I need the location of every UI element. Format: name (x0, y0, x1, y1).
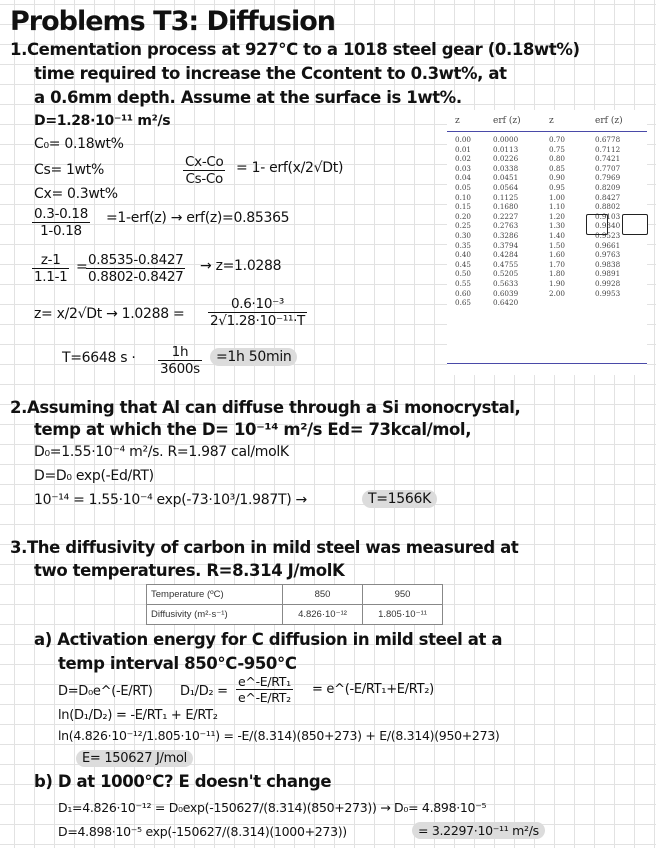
erf-cell-z2: 1.40 (549, 230, 566, 240)
erf-cell-erf1: 0.0000 (493, 135, 519, 144)
z-numerator: 0.6·10⁻³ (208, 296, 307, 313)
erf-cell-z2: 0.80 (549, 154, 566, 164)
problem-2-statement-line-2: temp at which the D= 10⁻¹⁴ m²/s Ed= 73kcal/mol, (34, 420, 472, 439)
erf-cell-erf1: 0.1680 (493, 202, 519, 212)
erf-table-body (447, 135, 647, 308)
erf-table-highlight-box-erf (622, 214, 648, 235)
erf-cell-erf2: 0.7421 (595, 154, 621, 164)
erf-cell-z2 (549, 298, 595, 308)
diffusivity-value-2: 1.805·10⁻¹¹ (363, 605, 443, 625)
part-b-d0-calc: D₁=4.826·10⁻¹² = D₀exp(-150627/(8.314)(850+273)) → D₀= 4.898·10⁻⁵ (58, 800, 487, 815)
erf-cell-erf1: 0.6420 (493, 298, 519, 308)
temperature-value-2: 950 (363, 585, 443, 605)
diffusivity-value-1: 4.826·10⁻¹² (283, 605, 363, 625)
time-conversion-numerator: 1h (158, 344, 202, 361)
erf-cell-z1: 0.30 (455, 230, 472, 240)
table-row (447, 231, 647, 241)
erf-cell-erf1: 0.0451 (493, 173, 519, 183)
surface-concentration: Cs= 1wt% (34, 162, 104, 178)
time-lhs: T=6648 s · (62, 350, 136, 366)
z-fraction (208, 296, 307, 329)
erf-cell-z1: 0.45 (455, 259, 472, 269)
target-concentration: Cx= 0.3wt% (34, 186, 118, 202)
table-row (447, 241, 647, 251)
diffusivity-given: D=1.28·10⁻¹¹ m²/s (34, 113, 171, 129)
erf-cell-erf1: 0.1125 (493, 192, 519, 202)
part-a-ln-substituted: ln(4.826·10⁻¹²/1.805·10⁻¹¹) = -E/(8.314)(850+273) + E/(8.314)(950+273) (58, 728, 500, 743)
erf-cell-z1: 0.10 (455, 192, 472, 202)
erf-cell-z2: 1.00 (549, 192, 566, 202)
erf-cell-erf1: 0.4284 (493, 250, 519, 260)
erf-table-header (447, 110, 647, 132)
erf-cell-erf2: 0.9838 (595, 259, 621, 269)
fick-rhs: = 1- erf(x/2√Dt) (236, 160, 344, 176)
table-row (447, 279, 647, 289)
erf-table-highlight-box-z (586, 214, 608, 235)
erf-cell-z1: 0.35 (455, 240, 472, 250)
erf-cell-z2: 0.75 (549, 144, 566, 154)
interp-right-fraction (86, 252, 185, 285)
table-row (447, 164, 647, 174)
erf-cell-z2: 1.50 (549, 240, 566, 250)
table-row (447, 212, 647, 222)
problem-2-solve: 10⁻¹⁴ = 1.55·10⁻⁴ exp(-73·10³/1.987T) → (34, 492, 307, 508)
erf-cell-erf2: 0.9523 (595, 230, 621, 240)
part-a-ratio-fraction (236, 674, 293, 705)
erf-cell-z1: 0.01 (455, 144, 472, 154)
erf-cell-erf2: 0.9953 (595, 288, 621, 298)
table-row (147, 585, 443, 605)
erf-cell-z1: 0.03 (455, 163, 472, 173)
part-a-ratio-rhs: = e^(-E/RT₁+E/RT₂) (312, 682, 434, 697)
erf-cell-erf2: 0.8427 (595, 192, 621, 202)
erf-cell-erf2: 0.9340 (595, 221, 621, 231)
erf-cell-erf1: 0.0564 (493, 182, 519, 192)
part-a-statement-line-2: temp interval 850°C-950°C (58, 654, 297, 673)
step1-fraction (32, 206, 90, 239)
part-a-ratio-lhs: D₁/D₂ = (180, 684, 228, 699)
erf-cell-erf1: 0.5205 (493, 269, 519, 279)
part-a-ln: ln(D₁/D₂) = -E/RT₁ + E/RT₂ (58, 708, 218, 723)
erf-cell-z2: 0.85 (549, 163, 566, 173)
erf-cell-z2: 1.70 (549, 259, 566, 269)
erf-header-z2: z (549, 115, 554, 126)
erf-cell-erf1: 0.3794 (493, 240, 519, 250)
temperature-value-1: 850 (283, 585, 363, 605)
part-b-statement: b) D at 1000°C? E doesn't change (34, 772, 332, 791)
erf-cell-z1: 0.04 (455, 173, 472, 183)
erf-header-erf2: erf (z) (595, 115, 623, 126)
interp-right-denominator: 0.8802-0.8427 (88, 269, 184, 285)
erf-cell-z2: 1.80 (549, 269, 566, 279)
erf-cell-z1: 0.02 (455, 154, 472, 164)
erf-cell-z2: 1.20 (549, 211, 566, 221)
problem-1-statement-line-3: a 0.6mm depth. Assume at the surface is 1wt%. (34, 88, 462, 107)
erf-cell-z1: 0.05 (455, 182, 472, 192)
erf-cell-erf1: 0.2227 (493, 211, 519, 221)
erf-cell-z1: 0.20 (455, 211, 472, 221)
fick-fraction (183, 154, 225, 187)
erf-cell-z1: 0.40 (455, 250, 472, 260)
time-conversion-denominator: 3600s (160, 361, 200, 377)
erf-cell-erf2: 0.7707 (595, 163, 621, 173)
erf-table (447, 110, 647, 375)
erf-cell-erf1: 0.2763 (493, 221, 519, 231)
z-equation: z= x/2√Dt → 1.0288 = (34, 306, 185, 322)
fick-denominator: Cs-Co (185, 171, 223, 187)
erf-cell-z1: 0.65 (455, 298, 472, 308)
table-row (447, 260, 647, 270)
table-row (447, 135, 647, 145)
erf-cell-z1: 0.25 (455, 221, 472, 231)
part-a-ratio-numerator: e^-E/RT₁ (238, 674, 291, 689)
table-row (447, 289, 647, 299)
interp-left-denominator: 1.1-1 (34, 269, 68, 285)
erf-cell-erf2 (595, 298, 647, 308)
problem-2-given: D₀=1.55·10⁻⁴ m²/s. R=1.987 cal/molK (34, 444, 289, 460)
erf-cell-erf1: 0.0338 (493, 163, 519, 173)
part-a-statement-line-1: a) Activation energy for C diffusion in mild steel at a (34, 630, 503, 649)
table-row (447, 193, 647, 203)
erf-header-z1: z (455, 115, 460, 126)
initial-concentration: C₀= 0.18wt% (34, 136, 124, 152)
erf-cell-erf2: 0.9661 (595, 240, 621, 250)
table-row (447, 269, 647, 279)
erf-cell-erf2: 0.7112 (595, 144, 621, 154)
erf-cell-erf2: 0.8209 (595, 182, 621, 192)
table-row (447, 173, 647, 183)
erf-cell-z2: 1.30 (549, 221, 566, 231)
table-row (447, 145, 647, 155)
erf-cell-z2: 2.00 (549, 288, 566, 298)
table-row (447, 221, 647, 231)
problem-3-statement-line-1: 3.The diffusivity of carbon in mild steel was measured at (10, 538, 519, 557)
part-a-ratio-denominator: e^-E/RT₂ (238, 690, 291, 705)
step1-numerator: 0.3-0.18 (34, 206, 88, 222)
erf-cell-z2: 0.90 (549, 173, 566, 183)
diffusivity-table (146, 584, 443, 625)
erf-cell-erf2: 0.6778 (595, 135, 621, 144)
problem-1-statement-line-2: time required to increase the Ccontent to 0.3wt%, at (34, 64, 507, 83)
erf-cell-z1: 0.15 (455, 202, 472, 212)
erf-cell-z1: 0.60 (455, 288, 472, 298)
part-a-d-formula: D=D₀e^(-E/RT) (58, 684, 153, 699)
step1-rhs: =1-erf(z) → erf(z)=0.85365 (106, 210, 290, 226)
interp-left-fraction (32, 252, 69, 285)
interp-result: → z=1.0288 (200, 258, 282, 274)
temperature-label: Temperature (ºC) (147, 585, 283, 605)
time-conversion-fraction (158, 344, 202, 377)
erf-cell-erf2: 0.9928 (595, 278, 621, 288)
part-b-d-calc: D=4.898·10⁻⁵ exp(-150627/(8.314)(1000+273)) (58, 824, 347, 839)
erf-cell-z2: 0.95 (549, 182, 566, 192)
problem-2-formula: D=D₀ exp(-Ed/RT) (34, 468, 154, 484)
erf-cell-erf1: 0.0226 (493, 154, 519, 164)
table-row (447, 183, 647, 193)
erf-cell-erf2: 0.9103 (595, 211, 621, 221)
erf-cell-erf1: 0.3286 (493, 230, 519, 240)
interp-left-numerator: z-1 (32, 252, 69, 269)
erf-cell-erf1: 0.5633 (493, 278, 519, 288)
fick-numerator: Cx-Co (185, 154, 224, 170)
erf-cell-z1: 0.55 (455, 278, 472, 288)
interp-right-numerator: 0.8535-0.8427 (88, 252, 184, 268)
problem-1-statement-line-1: 1.Cementation process at 927°C to a 1018 steel gear (0.18wt%) (10, 40, 580, 59)
problem-3-statement-line-2: two temperatures. R=8.314 J/molK (34, 561, 345, 580)
table-row (447, 202, 647, 212)
erf-cell-erf2: 0.7969 (595, 173, 621, 183)
erf-cell-z1: 0.50 (455, 269, 472, 279)
erf-cell-z2: 1.10 (549, 202, 566, 212)
erf-cell-erf1: 0.4755 (493, 259, 519, 269)
erf-table-bottom-rule (447, 363, 647, 364)
problem-2-statement-line-1: 2.Assuming that Al can diffuse through a Si monocrystal, (10, 398, 521, 417)
erf-cell-z2: 1.60 (549, 250, 566, 260)
part-a-result: E= 150627 J/mol (76, 750, 193, 767)
equals-sign: = (76, 259, 88, 275)
erf-cell-erf1: 0.0113 (493, 144, 519, 154)
erf-cell-z2: 1.90 (549, 278, 566, 288)
erf-cell-z1: 0.00 (455, 135, 472, 144)
diffusivity-label: Diffusivity (m²·s⁻¹) (147, 605, 283, 625)
erf-cell-erf2: 0.9763 (595, 250, 621, 260)
erf-header-erf1: erf (z) (493, 115, 521, 126)
erf-cell-erf2: 0.9891 (595, 269, 621, 279)
part-b-result: = 3.2297·10⁻¹¹ m²/s (412, 822, 545, 839)
erf-cell-erf2: 0.8802 (595, 202, 621, 212)
time-result: =1h 50min (210, 348, 297, 366)
table-row (447, 250, 647, 260)
z-denominator: 2√1.28·10⁻¹¹·T (210, 313, 306, 329)
problem-2-result: T=1566K (362, 490, 437, 508)
table-row (147, 605, 443, 625)
table-row (447, 298, 647, 308)
page-title: Problems T3: Diffusion (10, 6, 336, 37)
erf-cell-erf1: 0.6039 (493, 288, 519, 298)
erf-cell-z2: 0.70 (549, 135, 566, 144)
table-row (447, 154, 647, 164)
step1-denominator: 1-0.18 (40, 223, 82, 239)
